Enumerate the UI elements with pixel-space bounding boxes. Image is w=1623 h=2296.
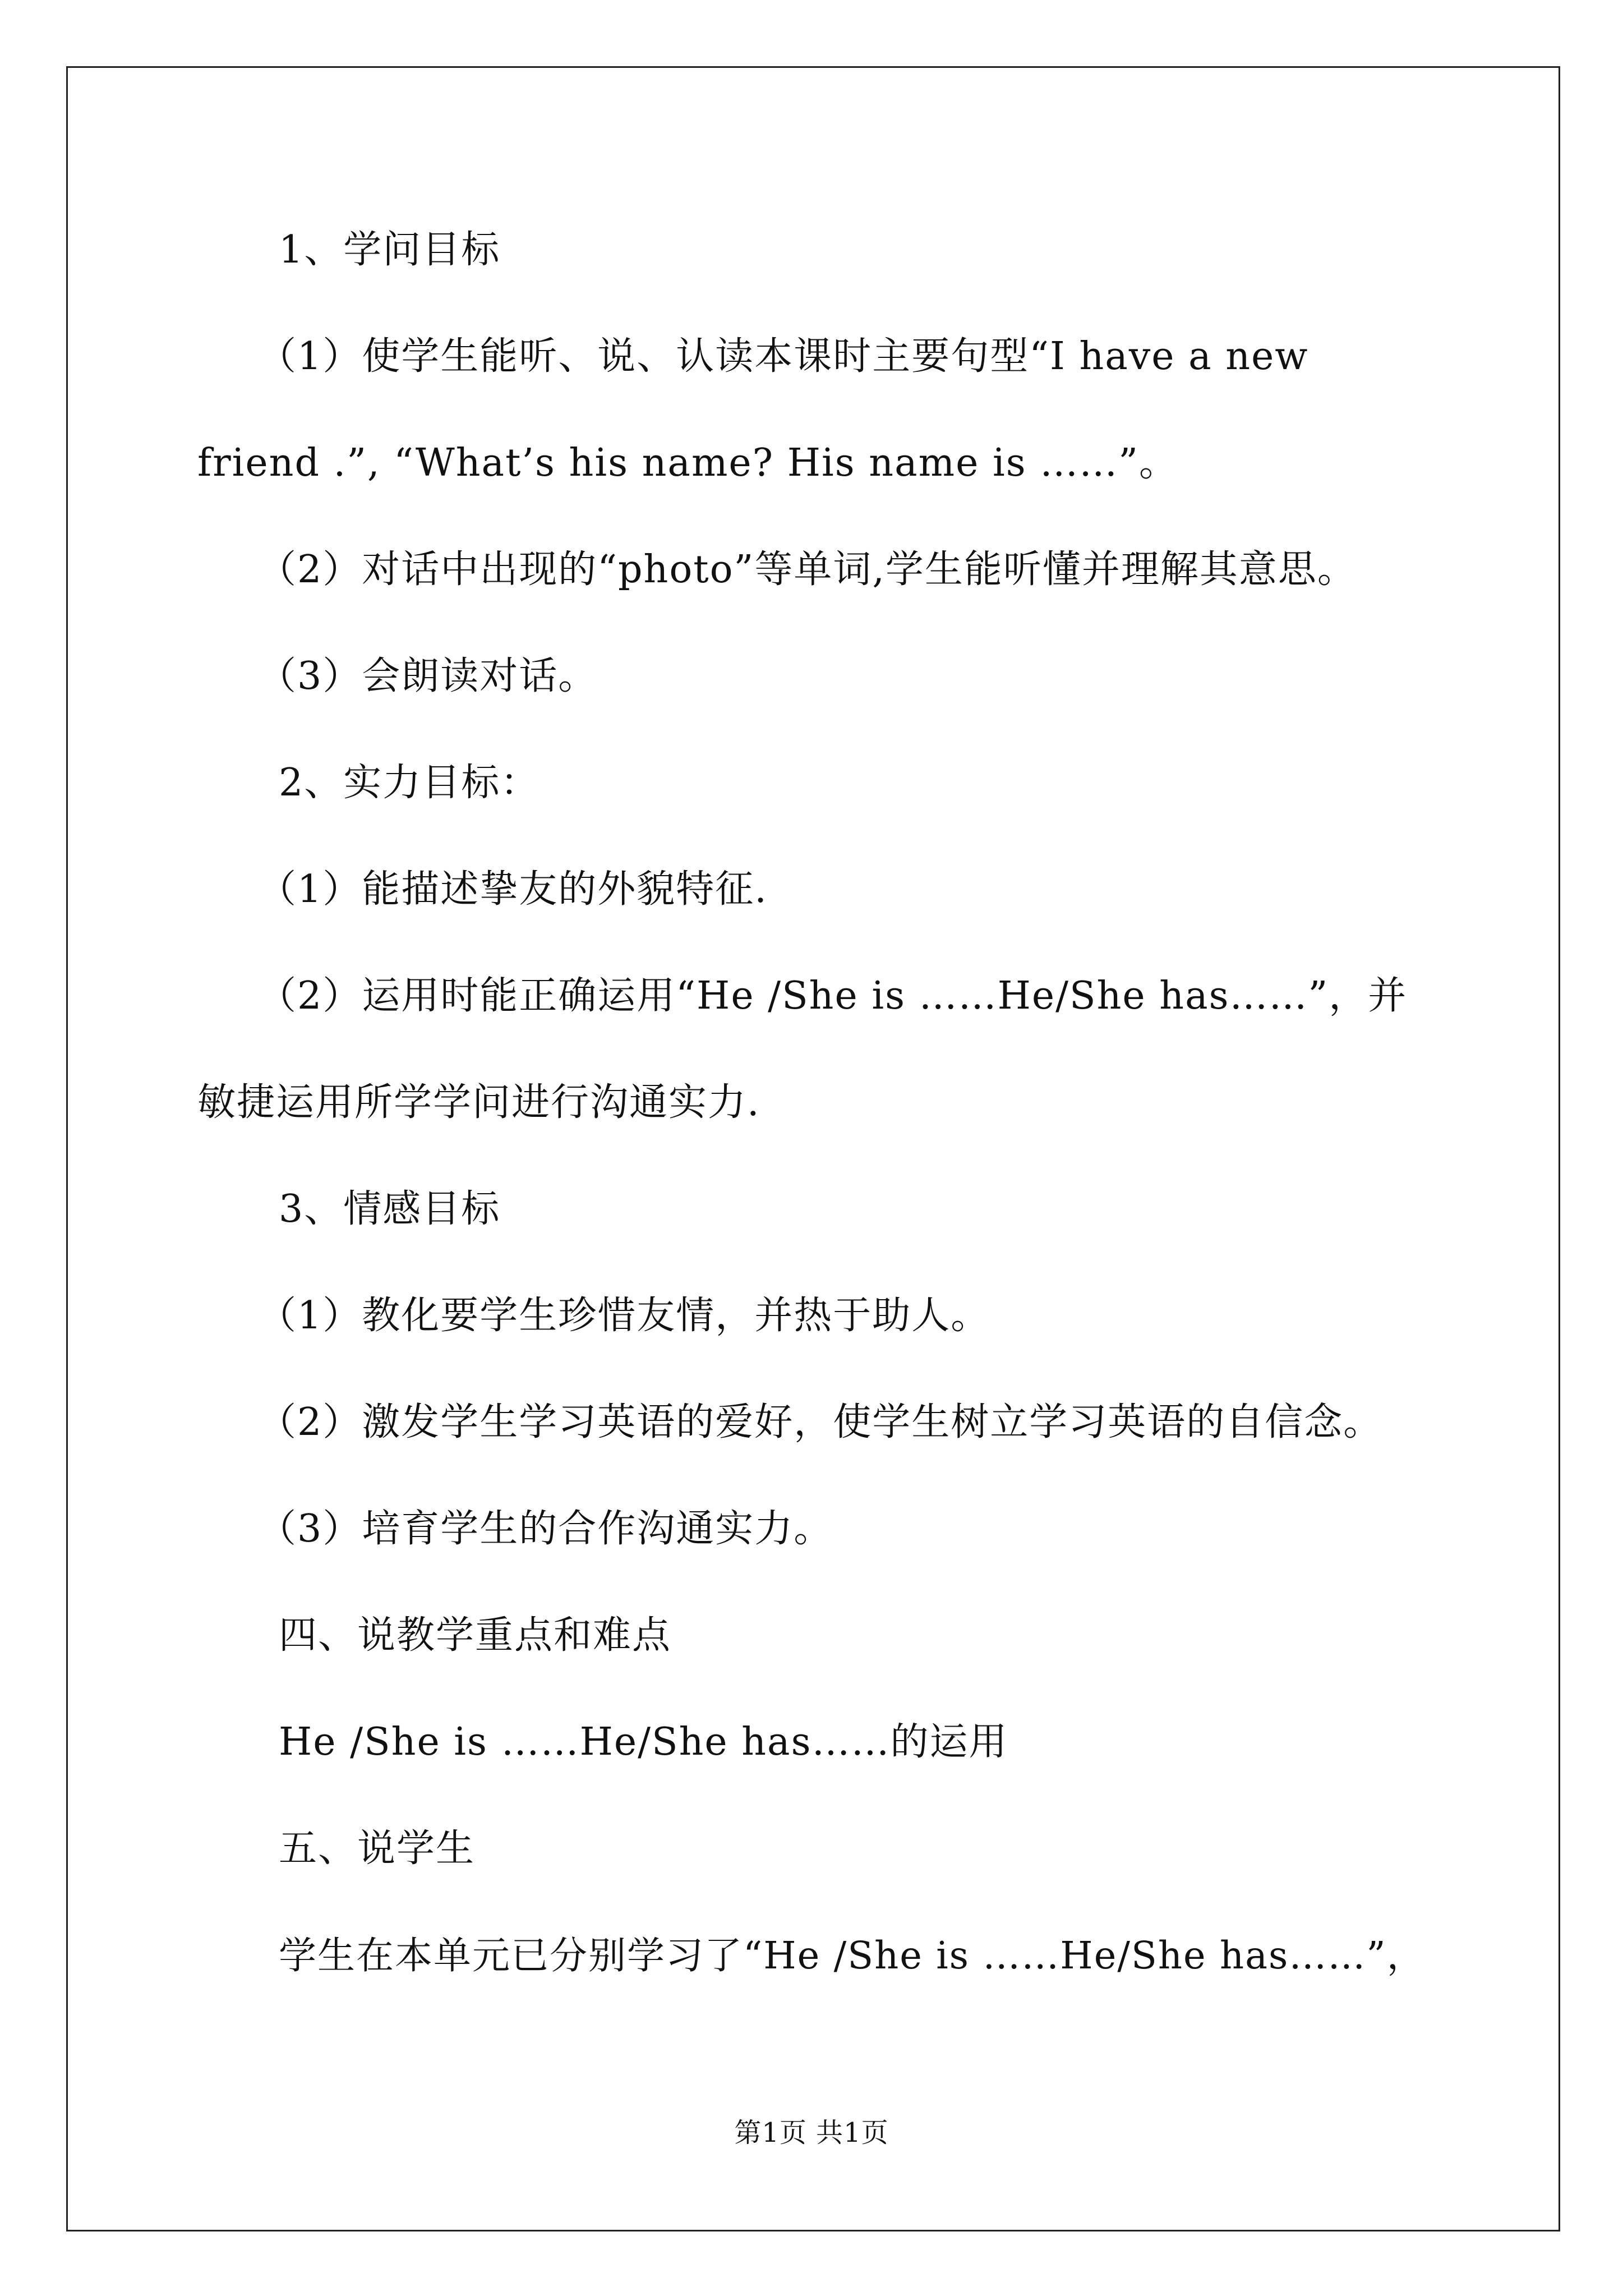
page-footer: 第1页 共1页 (734, 2117, 889, 2148)
paragraph-line: 敏捷运用所学学问进行沟通实力. (197, 1080, 760, 1125)
paragraph-line: （3）会朗读对话。 (258, 654, 598, 698)
paragraph-line: （1）能描述挚友的外貌特征. (258, 867, 768, 912)
heading-ability-goals: 2、实力目标： (279, 761, 540, 805)
heading-knowledge-goals: 1、学问目标 (279, 228, 501, 272)
page-border (66, 66, 1560, 2231)
paragraph-line: friend .”, “What’s his name? His name is ……”。 (197, 441, 1178, 485)
paragraph-line: （2）激发学生学习英语的爱好，使学生树立学习英语的自信念。 (258, 1400, 1383, 1444)
paragraph-line: （2）对话中出现的“photo”等单词,学生能听懂并理解其意思。 (258, 547, 1357, 592)
heading-key-points: 四、说教学重点和难点 (279, 1613, 672, 1658)
paragraph-line: He /She is ……He/She has……的运用 (279, 1720, 1008, 1764)
paragraph-line: 学生在本单元已分别学习了“He /She is ……He/She has……”， (279, 1934, 1426, 1977)
heading-students: 五、说学生 (279, 1826, 476, 1871)
paragraph-line: （3）培育学生的合作沟通实力。 (258, 1507, 833, 1551)
paragraph-line: （1）教化要学生珍惜友情，并热于助人。 (258, 1294, 990, 1338)
paragraph-line: （2）运用时能正确运用“He /She is ……He/She has……”，并 (258, 974, 1408, 1018)
heading-emotional-goals: 3、情感目标 (279, 1187, 501, 1231)
paragraph-line: （1）使学生能听、说、认读本课时主要句型“I have a new (258, 334, 1309, 379)
